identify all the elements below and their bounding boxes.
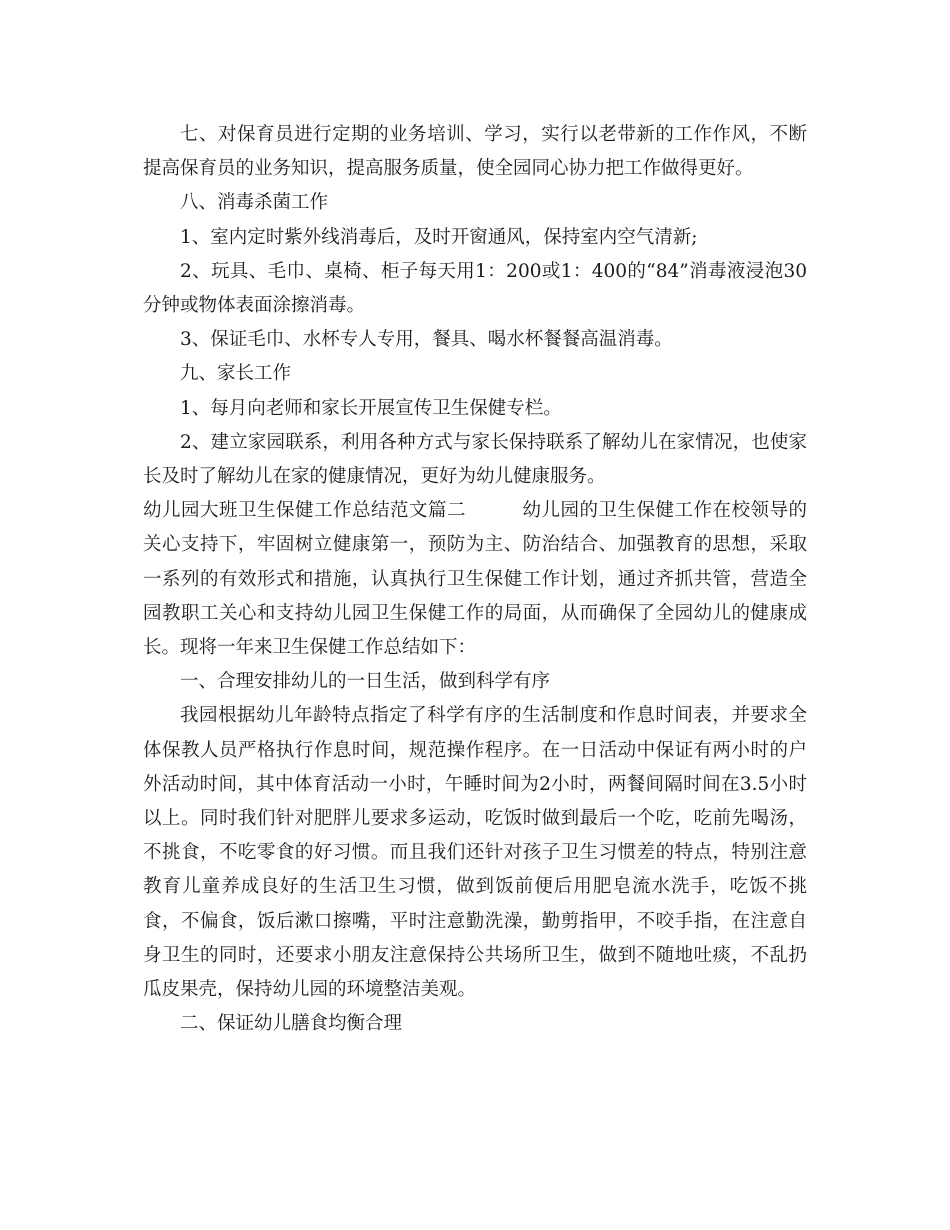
paragraph: 1、室内定时紫外线消毒后，及时开窗通风，保持室内空气清新; (180, 226, 698, 248)
section-title: 幼儿园大班卫生保健工作总结范文篇二 (143, 500, 466, 522)
section-intro: 幼儿园的卫生保健工作在校领导的关心支持下，牢固树立健康第一，预防为主、防治结合、加强教育的思想，采取一系列的有效形式和措施，认真执行卫生保健工作计划，通过齐抓共管，营造全园教职工关心和支持幼儿园卫生保健工作的局面，从而确保了全园幼儿的健康成长。现将一年来卫生保健工作总结如下： (143, 500, 807, 659)
heading-disinfection: 八、消毒杀菌工作 (180, 192, 329, 214)
paragraph: 2、玩具、毛巾、桌椅、柜子每天用1：200或1：400的“84”消毒液浸泡30分钟或物体表面涂擦消毒。 (143, 260, 807, 317)
section-block (143, 494, 807, 665)
document-body (143, 118, 807, 1041)
heading-parent-work: 九、家长工作 (180, 363, 292, 385)
heading-diet: 二、保证幼儿膳食均衡合理 (180, 1013, 403, 1035)
paragraph: 七、对保育员进行定期的业务培训、学习，实行以老带新的工作作风，不断提高保育员的业务知识，提高服务质量，使全园同心协力把工作做得更好。 (143, 124, 807, 180)
paragraph: 1、每月向老师和家长开展宣传卫生保健专栏。 (180, 397, 562, 419)
heading-daily-life: 一、合理安排幼儿的一日生活，做到科学有序 (180, 671, 551, 693)
paragraph: 我园根据幼儿年龄特点指定了科学有序的生活制度和作息时间表，并要求全体保教人员严格执行作息时间，规范操作程序。在一日活动中保证有两小时的户外活动时间，其中体育活动一小时，午睡时间为2小时，两餐间隔时间在3.5小时以上。同时我们针对肥胖儿要求多运动，吃饭时做到最后一个吃，吃前先喝汤，不挑食，不吃零食的好习惯。而且我们还针对孩子卫生习惯差的特点，特别注意教育儿童养成良好的生活卫生习惯，做到饭前便后用肥皂流水洗手，吃饭不挑食，不偏食，饭后漱口擦嘴，平时注意勤洗澡，勤剪指甲，不咬手指，在注意自身卫生的同时，还要求小朋友注意保持公共场所卫生，做到不随地吐痰，不乱扔瓜皮果壳，保持幼儿园的环境整洁美观。 (143, 705, 807, 1001)
paragraph: 2、建立家园联系，利用各种方式与家长保持联系了解幼儿在家情况，也使家长及时了解幼儿在家的健康情况，更好为幼儿健康服务。 (143, 431, 807, 488)
paragraph: 3、保证毛巾、水杯专人专用，餐具、喝水杯餐餐高温消毒。 (180, 329, 673, 351)
